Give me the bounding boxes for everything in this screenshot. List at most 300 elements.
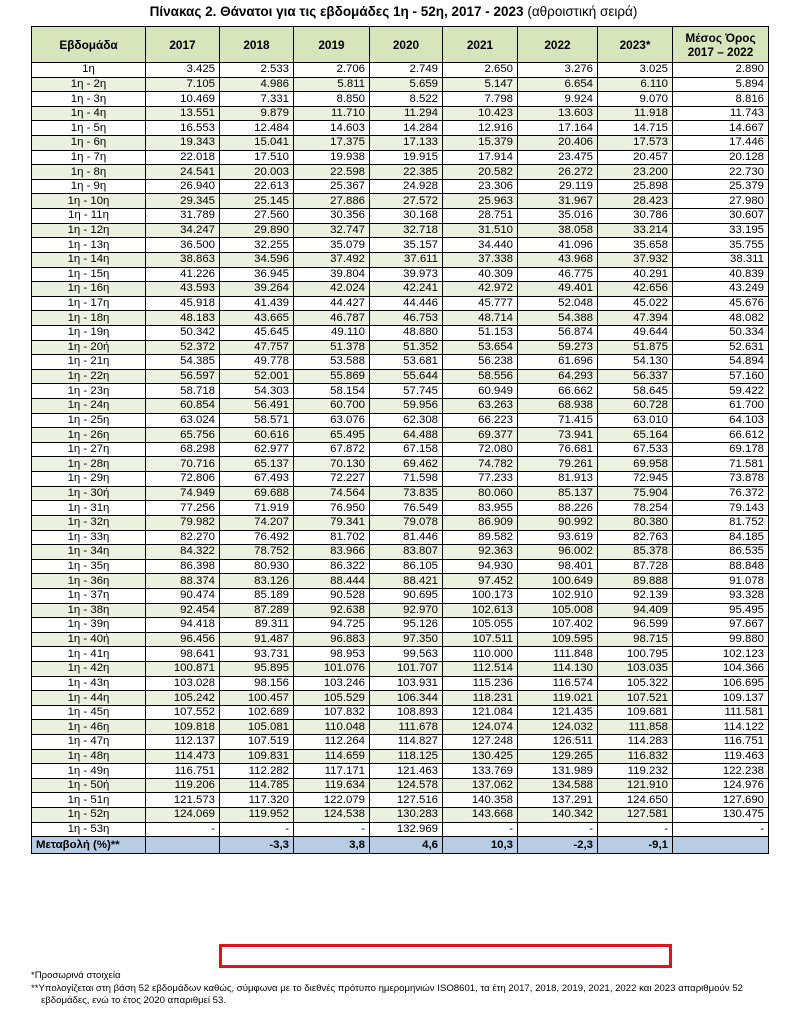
header-2018: 2018 (220, 27, 294, 63)
value-cell: 53.681 (370, 355, 443, 370)
week-cell: 1η - 6η (32, 136, 146, 151)
table-row (32, 106, 769, 121)
value-cell: 52.001 (220, 369, 294, 384)
value-cell: 59.422 (673, 384, 769, 399)
value-cell: 80.380 (598, 515, 673, 530)
value-cell: 23.306 (443, 179, 518, 194)
value-cell: 79.143 (673, 501, 769, 516)
value-cell: 37.932 (598, 252, 673, 267)
value-cell: 2.890 (673, 63, 769, 78)
value-cell: 30.168 (370, 209, 443, 224)
value-cell: 124.578 (370, 778, 443, 793)
value-cell: 79.341 (294, 515, 370, 530)
value-cell: 20.406 (518, 136, 598, 151)
value-cell: 2.706 (294, 63, 370, 78)
value-cell: 24.541 (146, 165, 220, 180)
value-cell: 74.207 (220, 515, 294, 530)
value-cell: 67.158 (370, 442, 443, 457)
table-row (32, 588, 769, 603)
value-cell: 13.551 (146, 106, 220, 121)
value-cell: 102.689 (220, 705, 294, 720)
value-cell: 24.928 (370, 179, 443, 194)
value-cell: 23.475 (518, 150, 598, 165)
value-cell: 11.918 (598, 106, 673, 121)
value-cell: 112.137 (146, 735, 220, 750)
table-row (32, 267, 769, 282)
value-cell: 54.894 (673, 355, 769, 370)
value-cell: 43.249 (673, 282, 769, 297)
value-cell: 10.423 (443, 106, 518, 121)
value-cell: 25.145 (220, 194, 294, 209)
value-cell: 118.125 (370, 749, 443, 764)
value-cell: 109.595 (518, 632, 598, 647)
value-cell: 134.588 (518, 778, 598, 793)
table-row (32, 92, 769, 107)
table-row (32, 618, 769, 633)
week-cell: 1η - 26η (32, 428, 146, 443)
table-row (32, 136, 769, 151)
week-cell: 1η - 49η (32, 764, 146, 779)
value-cell: 43.665 (220, 311, 294, 326)
table-title (0, 2, 787, 22)
value-cell: 77.233 (443, 472, 518, 487)
value-cell: 106.344 (370, 691, 443, 706)
week-cell: 1η - 12η (32, 223, 146, 238)
value-cell: 69.958 (598, 457, 673, 472)
table-row (32, 749, 769, 764)
value-cell: 42.024 (294, 282, 370, 297)
table-row (32, 179, 769, 194)
value-cell: 114.130 (518, 661, 598, 676)
value-cell: 92.454 (146, 603, 220, 618)
value-cell: 122.079 (294, 793, 370, 808)
value-cell: 104.366 (673, 661, 769, 676)
week-cell: 1η - 25η (32, 413, 146, 428)
table-row (32, 252, 769, 267)
week-cell: 1η - 20ή (32, 340, 146, 355)
value-cell: 17.446 (673, 136, 769, 151)
value-cell: 37.492 (294, 252, 370, 267)
table-row (32, 720, 769, 735)
week-cell: 1η - 42η (32, 661, 146, 676)
week-cell: 1η - 53η (32, 822, 146, 837)
table-row (32, 603, 769, 618)
week-cell: 1η - 48η (32, 749, 146, 764)
value-cell: - (443, 822, 518, 837)
value-cell: 63.010 (598, 413, 673, 428)
value-cell: 42.656 (598, 282, 673, 297)
table-row (32, 311, 769, 326)
value-cell: -9,1 (598, 837, 673, 854)
value-cell: 121.084 (443, 705, 518, 720)
value-cell: 52.631 (673, 340, 769, 355)
value-cell: 5.811 (294, 77, 370, 92)
week-cell: 1η - 51η (32, 793, 146, 808)
value-cell: 84.322 (146, 545, 220, 560)
value-cell: 53.654 (443, 340, 518, 355)
value-cell: 87.289 (220, 603, 294, 618)
value-cell: 121.435 (518, 705, 598, 720)
value-cell: 73.878 (673, 472, 769, 487)
value-cell: 15.379 (443, 136, 518, 151)
value-cell: 119.634 (294, 778, 370, 793)
value-cell: 37.338 (443, 252, 518, 267)
value-cell: 124.069 (146, 808, 220, 823)
value-cell: 56.597 (146, 369, 220, 384)
table-row (32, 121, 769, 136)
value-cell: 90.695 (370, 588, 443, 603)
value-cell: 99.880 (673, 632, 769, 647)
week-cell: 1η (32, 63, 146, 78)
value-cell: 23.200 (598, 165, 673, 180)
value-cell: 81.913 (518, 472, 598, 487)
value-cell: 124.538 (294, 808, 370, 823)
footnote-iso: **Υπολογίζεται στη βάση 52 εβδομάδων καθώς, σύμφωνα με το διεθνές πρότυπο ημερομηνιών ISO8601, τα έτη 2017, 2018, 2019, 2021, 2022 και 2023 απαριθμούν 52 εβδομάδες, ενώ το έτος 2020 απαριθμεί 53. (31, 982, 743, 1006)
week-cell: 1η - 47η (32, 735, 146, 750)
value-cell: 88.226 (518, 501, 598, 516)
value-cell: 63.076 (294, 413, 370, 428)
week-cell: 1η - 9η (32, 179, 146, 194)
value-cell: 53.588 (294, 355, 370, 370)
value-cell: 111.581 (673, 705, 769, 720)
value-cell: 106.695 (673, 676, 769, 691)
value-cell: 112.514 (443, 661, 518, 676)
value-cell: 50.334 (673, 325, 769, 340)
table-row (32, 574, 769, 589)
value-cell: 39.973 (370, 267, 443, 282)
week-cell: 1η - 27η (32, 442, 146, 457)
value-cell: 22.018 (146, 150, 220, 165)
value-cell: 133.769 (443, 764, 518, 779)
header-2022: 2022 (518, 27, 598, 63)
value-cell: 94.930 (443, 559, 518, 574)
week-cell: 1η - 24η (32, 399, 146, 414)
week-cell: 1η - 17η (32, 296, 146, 311)
table-row (32, 150, 769, 165)
week-cell: 1η - 41η (32, 647, 146, 662)
value-cell: 49.778 (220, 355, 294, 370)
value-cell: 99.563 (370, 647, 443, 662)
value-cell: 88.421 (370, 574, 443, 589)
value-cell: 45.645 (220, 325, 294, 340)
value-cell: - (294, 822, 370, 837)
value-cell: 52.048 (518, 296, 598, 311)
value-cell: 11.743 (673, 106, 769, 121)
table-row (32, 486, 769, 501)
value-cell: 126.511 (518, 735, 598, 750)
value-cell: 83.807 (370, 545, 443, 560)
value-cell: 6.110 (598, 77, 673, 92)
table-row (32, 691, 769, 706)
value-cell: 27.980 (673, 194, 769, 209)
value-cell: 27.572 (370, 194, 443, 209)
value-cell (146, 837, 220, 854)
value-cell: 92.139 (598, 588, 673, 603)
value-cell: 94.418 (146, 618, 220, 633)
value-cell: 67.533 (598, 442, 673, 457)
value-cell: 114.659 (294, 749, 370, 764)
value-cell: 68.298 (146, 442, 220, 457)
value-cell: 82.763 (598, 530, 673, 545)
value-cell: 119.463 (673, 749, 769, 764)
value-cell: 39.264 (220, 282, 294, 297)
value-cell: 35.755 (673, 238, 769, 253)
value-cell: 91.487 (220, 632, 294, 647)
value-cell: 94.409 (598, 603, 673, 618)
value-cell: 65.164 (598, 428, 673, 443)
value-cell: 61.696 (518, 355, 598, 370)
value-cell: 40.839 (673, 267, 769, 282)
value-cell: 47.757 (220, 340, 294, 355)
value-cell: 86.398 (146, 559, 220, 574)
value-cell: 74.949 (146, 486, 220, 501)
value-cell: 68.938 (518, 399, 598, 414)
header-2020: 2020 (370, 27, 443, 63)
week-cell: 1η - 32η (32, 515, 146, 530)
value-cell: 60.728 (598, 399, 673, 414)
value-cell: 36.945 (220, 267, 294, 282)
value-cell: 22.385 (370, 165, 443, 180)
header-2023: 2023* (598, 27, 673, 63)
value-cell: 130.475 (673, 808, 769, 823)
value-cell: 64.103 (673, 413, 769, 428)
value-cell: 14.284 (370, 121, 443, 136)
value-cell: 81.752 (673, 515, 769, 530)
value-cell: 103.035 (598, 661, 673, 676)
value-cell: 60.700 (294, 399, 370, 414)
value-cell: 78.752 (220, 545, 294, 560)
table-row (32, 384, 769, 399)
table-row (32, 296, 769, 311)
value-cell: 112.282 (220, 764, 294, 779)
value-cell: 9.070 (598, 92, 673, 107)
value-cell: 50.342 (146, 325, 220, 340)
value-cell: 98.401 (518, 559, 598, 574)
table-row (32, 165, 769, 180)
value-cell: 55.869 (294, 369, 370, 384)
value-cell: 48.082 (673, 311, 769, 326)
value-cell: 38.058 (518, 223, 598, 238)
week-cell: 1η - 11η (32, 209, 146, 224)
value-cell: 85.137 (518, 486, 598, 501)
table-row (32, 325, 769, 340)
value-cell: 59.956 (370, 399, 443, 414)
value-cell: 105.529 (294, 691, 370, 706)
week-cell: 1η - 22η (32, 369, 146, 384)
value-cell: 76.549 (370, 501, 443, 516)
value-cell: 40.309 (443, 267, 518, 282)
value-cell: 119.206 (146, 778, 220, 793)
value-cell: 56.874 (518, 325, 598, 340)
value-cell: 107.832 (294, 705, 370, 720)
value-cell: 46.775 (518, 267, 598, 282)
footnote-provisional: *Προσωρινά στοιχεία (31, 970, 121, 981)
value-cell: 3.425 (146, 63, 220, 78)
value-cell: 44.427 (294, 296, 370, 311)
value-cell: 127.248 (443, 735, 518, 750)
week-cell: 1η - 5η (32, 121, 146, 136)
value-cell: 8.816 (673, 92, 769, 107)
value-cell: 7.798 (443, 92, 518, 107)
value-cell: 56.491 (220, 399, 294, 414)
value-cell: 137.062 (443, 778, 518, 793)
value-cell: 93.619 (518, 530, 598, 545)
header-average: Μέσος Όρος 2017 – 2022 (673, 27, 769, 63)
value-cell: 41.226 (146, 267, 220, 282)
value-cell: 107.402 (518, 618, 598, 633)
header-week: Εβδομάδα (32, 27, 146, 63)
value-cell: 54.388 (518, 311, 598, 326)
value-cell: 88.444 (294, 574, 370, 589)
table-row (32, 735, 769, 750)
value-cell: 121.463 (370, 764, 443, 779)
value-cell: 111.858 (598, 720, 673, 735)
value-cell: 101.076 (294, 661, 370, 676)
value-cell: 119.952 (220, 808, 294, 823)
deaths-table (31, 26, 769, 854)
value-cell: 119.232 (598, 764, 673, 779)
table-row (32, 661, 769, 676)
value-cell: 51.352 (370, 340, 443, 355)
value-cell: 17.164 (518, 121, 598, 136)
table-row (32, 77, 769, 92)
value-cell: 26.272 (518, 165, 598, 180)
value-cell: 127.690 (673, 793, 769, 808)
value-cell: 66.612 (673, 428, 769, 443)
value-cell: 131.989 (518, 764, 598, 779)
value-cell: 58.645 (598, 384, 673, 399)
week-cell: 1η - 33η (32, 530, 146, 545)
value-cell: 33.214 (598, 223, 673, 238)
value-cell: 64.488 (370, 428, 443, 443)
value-cell: 102.123 (673, 647, 769, 662)
value-cell: 11.710 (294, 106, 370, 121)
value-cell: 74.564 (294, 486, 370, 501)
value-cell: - (220, 822, 294, 837)
value-cell: 38.311 (673, 252, 769, 267)
week-cell: 1η - 45η (32, 705, 146, 720)
table-row (32, 282, 769, 297)
value-cell: 48.880 (370, 325, 443, 340)
value-cell: 137.291 (518, 793, 598, 808)
week-cell: 1η - 3η (32, 92, 146, 107)
value-cell: 86.105 (370, 559, 443, 574)
week-cell: 1η - 23η (32, 384, 146, 399)
value-cell: 86.322 (294, 559, 370, 574)
value-cell: 97.667 (673, 618, 769, 633)
value-cell: 20.128 (673, 150, 769, 165)
value-cell: 45.022 (598, 296, 673, 311)
value-cell: 109.681 (598, 705, 673, 720)
value-cell: 22.730 (673, 165, 769, 180)
value-cell: 10.469 (146, 92, 220, 107)
value-cell: 63.263 (443, 399, 518, 414)
value-cell: 17.375 (294, 136, 370, 151)
value-cell: 60.616 (220, 428, 294, 443)
table-row (32, 63, 769, 78)
value-cell: 41.096 (518, 238, 598, 253)
week-cell: 1η - 43η (32, 676, 146, 691)
value-cell: 33.195 (673, 223, 769, 238)
week-cell: 1η - 14η (32, 252, 146, 267)
value-cell: 143.668 (443, 808, 518, 823)
value-cell: 35.658 (598, 238, 673, 253)
value-cell: 116.832 (598, 749, 673, 764)
value-cell: 49.110 (294, 325, 370, 340)
value-cell: 25.898 (598, 179, 673, 194)
week-cell: 1η - 39η (32, 618, 146, 633)
value-cell: 14.715 (598, 121, 673, 136)
value-cell: 28.423 (598, 194, 673, 209)
value-cell: 71.581 (673, 457, 769, 472)
table-row (32, 632, 769, 647)
value-cell: 45.777 (443, 296, 518, 311)
value-cell: 25.367 (294, 179, 370, 194)
value-cell: 58.556 (443, 369, 518, 384)
value-cell: 72.806 (146, 472, 220, 487)
value-cell: 101.707 (370, 661, 443, 676)
value-cell: 46.753 (370, 311, 443, 326)
value-cell: 100.871 (146, 661, 220, 676)
value-cell: 76.372 (673, 486, 769, 501)
value-cell: 98.156 (220, 676, 294, 691)
value-cell: 34.440 (443, 238, 518, 253)
value-cell: 56.337 (598, 369, 673, 384)
header-2019: 2019 (294, 27, 370, 63)
week-cell: 1η - 29η (32, 472, 146, 487)
value-cell: 71.415 (518, 413, 598, 428)
value-cell: 115.236 (443, 676, 518, 691)
value-cell: 63.024 (146, 413, 220, 428)
value-cell: 79.261 (518, 457, 598, 472)
value-cell: 108.893 (370, 705, 443, 720)
value-cell: 2.749 (370, 63, 443, 78)
value-cell: 62.977 (220, 442, 294, 457)
value-cell: 103.246 (294, 676, 370, 691)
value-cell: 47.394 (598, 311, 673, 326)
value-cell: 110.000 (443, 647, 518, 662)
week-cell: 1η - 16η (32, 282, 146, 297)
value-cell: 117.171 (294, 764, 370, 779)
value-cell: 25.379 (673, 179, 769, 194)
value-cell: 105.008 (518, 603, 598, 618)
value-cell: 5.147 (443, 77, 518, 92)
value-cell: 78.254 (598, 501, 673, 516)
value-cell: 81.446 (370, 530, 443, 545)
value-cell: 114.785 (220, 778, 294, 793)
value-cell: 16.553 (146, 121, 220, 136)
value-cell: 93.731 (220, 647, 294, 662)
value-cell: 8.522 (370, 92, 443, 107)
value-cell: 83.126 (220, 574, 294, 589)
value-cell: 54.385 (146, 355, 220, 370)
week-cell: 1η - 44η (32, 691, 146, 706)
week-cell: 1η - 7η (32, 150, 146, 165)
value-cell: 17.133 (370, 136, 443, 151)
value-cell: 96.599 (598, 618, 673, 633)
value-cell: 17.914 (443, 150, 518, 165)
value-cell: 90.474 (146, 588, 220, 603)
value-cell: 89.582 (443, 530, 518, 545)
value-cell: 27.560 (220, 209, 294, 224)
table-row (32, 369, 769, 384)
table-title-suffix: (αθροιστική σειρά) (523, 4, 638, 19)
value-cell: 49.401 (518, 282, 598, 297)
value-cell: 124.074 (443, 720, 518, 735)
value-cell: 124.976 (673, 778, 769, 793)
value-cell: 124.650 (598, 793, 673, 808)
value-cell: 34.247 (146, 223, 220, 238)
